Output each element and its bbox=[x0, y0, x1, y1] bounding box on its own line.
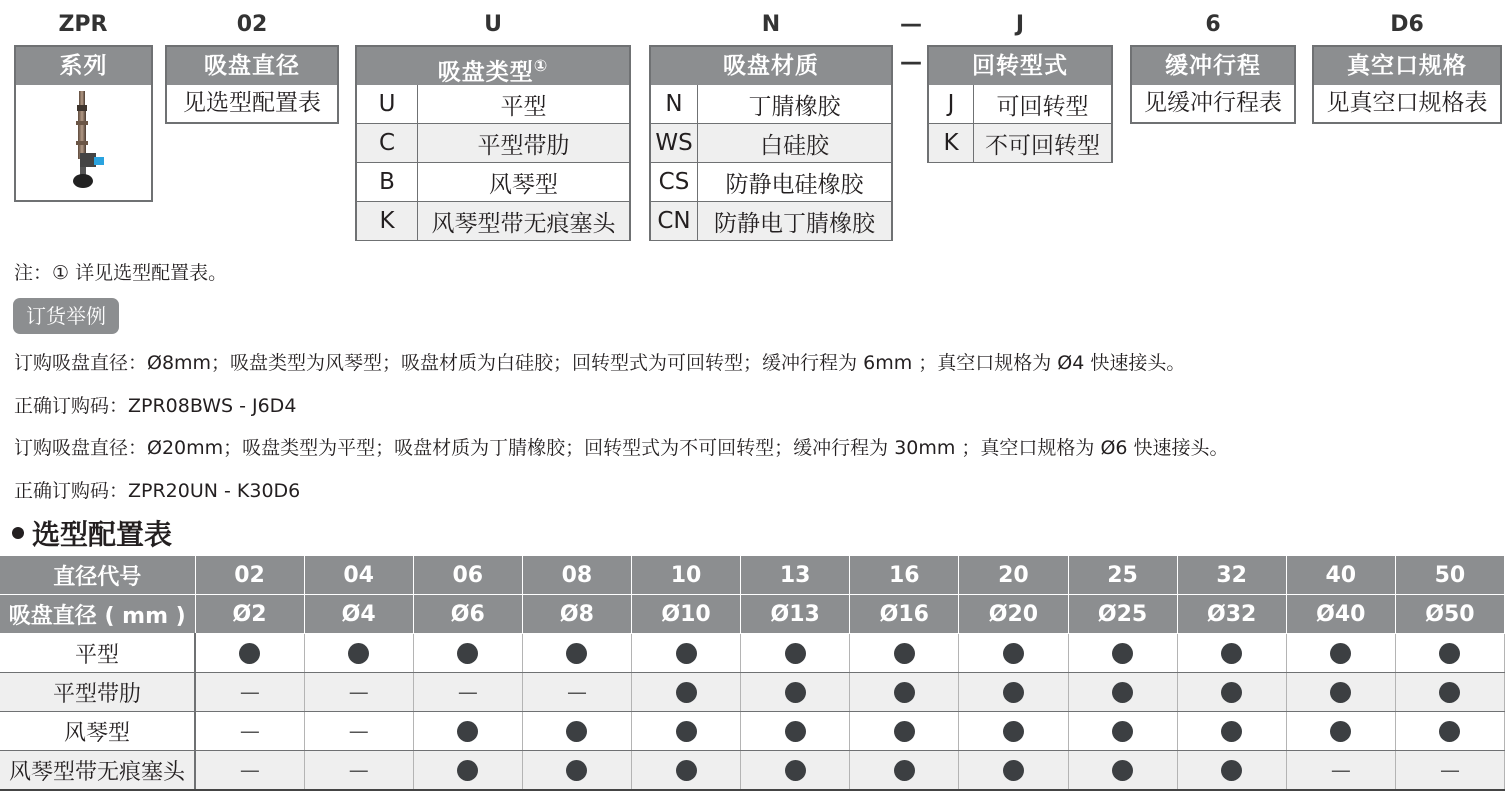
code-cell: 13 bbox=[741, 556, 850, 595]
available-dot-icon bbox=[1330, 682, 1351, 703]
available-cell bbox=[522, 634, 631, 673]
selection-title bbox=[12, 513, 172, 553]
type-option-row bbox=[357, 124, 629, 163]
code-cell: 06 bbox=[413, 556, 522, 595]
available-cell bbox=[850, 712, 959, 751]
available-dot-icon bbox=[457, 721, 478, 742]
code-diameter: 02 bbox=[236, 12, 268, 37]
diameter-cell: Ø32 bbox=[1177, 595, 1286, 634]
code-cell: 08 bbox=[522, 556, 631, 595]
available-cell bbox=[1395, 634, 1504, 673]
unavailable-dash: — bbox=[239, 679, 260, 704]
code-swivel: J bbox=[1015, 12, 1025, 37]
stroke-box bbox=[1130, 45, 1296, 124]
option-label: 可回转型 bbox=[996, 93, 1089, 120]
available-cell bbox=[304, 634, 413, 673]
unavailable-dash: — bbox=[457, 679, 478, 704]
type-options bbox=[357, 85, 629, 240]
available-dot-icon bbox=[785, 760, 806, 781]
code-cell: 04 bbox=[304, 556, 413, 595]
available-cell bbox=[741, 673, 850, 712]
available-dot-icon bbox=[1221, 643, 1242, 664]
row-label: 风琴型 bbox=[0, 712, 195, 751]
available-dot-icon bbox=[1221, 682, 1242, 703]
available-dot-icon bbox=[1330, 721, 1351, 742]
swivel-header: 回转型式 bbox=[929, 47, 1111, 85]
option-code: K bbox=[357, 202, 418, 241]
example-line: 正确订购码：ZPR20UN - K30D6 bbox=[14, 480, 301, 502]
available-cell bbox=[1286, 634, 1395, 673]
available-cell bbox=[522, 751, 631, 791]
code-cell: 10 bbox=[632, 556, 741, 595]
code-dash: — bbox=[900, 12, 922, 37]
available-cell bbox=[850, 634, 959, 673]
diameter-cell: Ø2 bbox=[195, 595, 304, 634]
header-dash: — bbox=[900, 50, 922, 75]
unavailable-dash: — bbox=[239, 718, 260, 743]
port-ref: 见真空口规格表 bbox=[1326, 90, 1488, 116]
unavailable-cell bbox=[304, 673, 413, 712]
unavailable-cell bbox=[304, 712, 413, 751]
code-cell: 16 bbox=[850, 556, 959, 595]
available-cell bbox=[632, 673, 741, 712]
available-cell bbox=[195, 634, 304, 673]
material-box bbox=[649, 45, 893, 241]
available-cell bbox=[1068, 673, 1177, 712]
option-code: K bbox=[929, 124, 974, 163]
available-dot-icon bbox=[1003, 682, 1024, 703]
available-cell bbox=[959, 634, 1068, 673]
option-label: 风琴型带无痕塞头 bbox=[418, 202, 630, 241]
available-cell bbox=[522, 712, 631, 751]
unavailable-dash: — bbox=[1439, 757, 1460, 782]
available-dot-icon bbox=[676, 682, 697, 703]
available-dot-icon bbox=[239, 643, 260, 664]
material-options bbox=[651, 85, 891, 240]
code-stroke: 6 bbox=[1205, 12, 1221, 37]
code-cell: 20 bbox=[959, 556, 1068, 595]
option-label: 丁腈橡胶 bbox=[748, 93, 841, 120]
available-cell bbox=[959, 712, 1068, 751]
unavailable-cell bbox=[195, 673, 304, 712]
selection-row bbox=[0, 751, 1505, 791]
material-option-row bbox=[651, 202, 891, 241]
available-dot-icon bbox=[1439, 682, 1460, 703]
selection-row bbox=[0, 634, 1505, 673]
option-label: 平型 bbox=[500, 93, 547, 120]
available-cell bbox=[1286, 712, 1395, 751]
stroke-header: 缓冲行程 bbox=[1132, 47, 1294, 85]
selection-row bbox=[0, 712, 1505, 751]
available-dot-icon bbox=[1112, 643, 1133, 664]
available-dot-icon bbox=[348, 643, 369, 664]
diameter-header-cell: 吸盘直径 ( mm ) bbox=[0, 595, 195, 634]
available-dot-icon bbox=[1439, 643, 1460, 664]
selection-row bbox=[0, 673, 1505, 712]
diameter-box bbox=[165, 45, 339, 124]
available-dot-icon bbox=[1112, 760, 1133, 781]
code-cell: 40 bbox=[1286, 556, 1395, 595]
available-cell bbox=[413, 712, 522, 751]
code-type: U bbox=[484, 12, 502, 37]
option-code: J bbox=[929, 85, 974, 124]
unavailable-cell bbox=[1395, 751, 1504, 791]
diameter-cell: Ø50 bbox=[1395, 595, 1504, 634]
available-dot-icon bbox=[785, 682, 806, 703]
diameter-header: 吸盘直径 bbox=[167, 47, 337, 85]
order-example-tag: 订货举例 bbox=[13, 298, 119, 334]
option-label: 风琴型 bbox=[418, 163, 630, 202]
diameter-cell: Ø16 bbox=[850, 595, 959, 634]
available-cell bbox=[959, 751, 1068, 791]
available-dot-icon bbox=[566, 760, 587, 781]
code-series: ZPR bbox=[58, 12, 108, 37]
diameter-cell: Ø6 bbox=[413, 595, 522, 634]
option-code: U bbox=[357, 85, 418, 124]
type-option-row bbox=[357, 163, 629, 202]
available-dot-icon bbox=[1003, 643, 1024, 664]
option-code: B bbox=[357, 163, 418, 202]
footnote: 注：① 详见选型配置表。 bbox=[14, 262, 228, 284]
unavailable-dash: — bbox=[239, 757, 260, 782]
available-cell bbox=[850, 673, 959, 712]
product-image-icon bbox=[16, 85, 151, 200]
series-box bbox=[14, 45, 153, 202]
available-cell bbox=[741, 751, 850, 791]
available-dot-icon bbox=[1112, 721, 1133, 742]
available-dot-icon bbox=[676, 643, 697, 664]
available-dot-icon bbox=[785, 721, 806, 742]
available-dot-icon bbox=[1221, 721, 1242, 742]
available-cell bbox=[632, 634, 741, 673]
available-dot-icon bbox=[1330, 643, 1351, 664]
row-label: 平型带肋 bbox=[0, 673, 195, 712]
available-dot-icon bbox=[457, 760, 478, 781]
example-line: 正确订购码：ZPR08BWS - J6D4 bbox=[14, 395, 297, 417]
code-cell: 02 bbox=[195, 556, 304, 595]
row-label: 平型 bbox=[0, 634, 195, 673]
available-dot-icon bbox=[676, 760, 697, 781]
available-dot-icon bbox=[1221, 760, 1242, 781]
bullet-icon bbox=[12, 527, 24, 539]
available-cell bbox=[959, 673, 1068, 712]
swivel-box bbox=[927, 45, 1113, 163]
available-dot-icon bbox=[785, 643, 806, 664]
unavailable-cell bbox=[522, 673, 631, 712]
example-line: 订购吸盘直径：Ø8mm；吸盘类型为风琴型；吸盘材质为白硅胶；回转型式为可回转型；缓冲行程为 6mm ；真空口规格为 Ø4 快速接头。 bbox=[14, 352, 1186, 374]
option-code: CS bbox=[651, 163, 698, 202]
unavailable-cell bbox=[195, 751, 304, 791]
available-cell bbox=[741, 634, 850, 673]
type-header bbox=[357, 47, 629, 85]
stroke-ref: 见缓冲行程表 bbox=[1144, 90, 1282, 116]
material-option-row bbox=[651, 163, 891, 202]
available-cell bbox=[1177, 673, 1286, 712]
available-cell bbox=[632, 712, 741, 751]
available-dot-icon bbox=[566, 643, 587, 664]
available-dot-icon bbox=[566, 721, 587, 742]
code-material: N bbox=[761, 12, 781, 37]
selection-code-row bbox=[0, 556, 1505, 595]
diameter-ref: 见选型配置表 bbox=[183, 90, 321, 116]
option-code: CN bbox=[651, 202, 698, 241]
port-header: 真空口规格 bbox=[1314, 47, 1500, 85]
available-cell bbox=[1286, 673, 1395, 712]
diameter-cell: Ø13 bbox=[741, 595, 850, 634]
unavailable-cell bbox=[1286, 751, 1395, 791]
available-dot-icon bbox=[1003, 721, 1024, 742]
code-cell: 32 bbox=[1177, 556, 1286, 595]
available-dot-icon bbox=[1439, 721, 1460, 742]
diameter-cell: Ø40 bbox=[1286, 595, 1395, 634]
available-cell bbox=[1068, 751, 1177, 791]
available-dot-icon bbox=[894, 721, 915, 742]
available-cell bbox=[413, 751, 522, 791]
material-option-row bbox=[651, 124, 891, 163]
available-cell bbox=[1395, 712, 1504, 751]
available-cell bbox=[741, 712, 850, 751]
available-cell bbox=[632, 751, 741, 791]
diameter-cell: Ø4 bbox=[304, 595, 413, 634]
port-box bbox=[1312, 45, 1502, 124]
option-code: C bbox=[357, 124, 418, 163]
selection-diameter-row bbox=[0, 595, 1505, 634]
diameter-cell: Ø25 bbox=[1068, 595, 1177, 634]
available-dot-icon bbox=[457, 643, 478, 664]
swivel-options bbox=[929, 85, 1111, 162]
option-label: 防静电丁腈橡胶 bbox=[698, 202, 892, 241]
available-cell bbox=[1395, 673, 1504, 712]
swivel-option-row bbox=[929, 85, 1111, 124]
swivel-option-row bbox=[929, 124, 1111, 163]
available-dot-icon bbox=[894, 760, 915, 781]
type-option-row bbox=[357, 202, 629, 241]
available-cell bbox=[1177, 751, 1286, 791]
type-box bbox=[355, 45, 631, 241]
unavailable-dash: — bbox=[566, 679, 587, 704]
option-code: N bbox=[651, 85, 698, 124]
available-dot-icon bbox=[1112, 682, 1133, 703]
row-label: 风琴型带无痕塞头 bbox=[0, 751, 195, 791]
material-header: 吸盘材质 bbox=[651, 47, 891, 85]
code-port: D6 bbox=[1390, 12, 1424, 37]
option-label: 平型带肋 bbox=[418, 124, 630, 163]
available-cell bbox=[850, 751, 959, 791]
unavailable-dash: — bbox=[1330, 757, 1351, 782]
diameter-cell: Ø10 bbox=[632, 595, 741, 634]
unavailable-dash: — bbox=[348, 718, 369, 743]
unavailable-dash: — bbox=[348, 757, 369, 782]
type-header-label: 吸盘类型 bbox=[437, 59, 534, 86]
available-cell bbox=[1177, 712, 1286, 751]
available-dot-icon bbox=[894, 643, 915, 664]
available-cell bbox=[413, 634, 522, 673]
available-cell bbox=[1177, 634, 1286, 673]
option-code: WS bbox=[651, 124, 698, 163]
option-label: 不可回转型 bbox=[974, 124, 1112, 163]
type-header-mark: ① bbox=[533, 56, 549, 75]
option-label: 防静电硅橡胶 bbox=[698, 163, 892, 202]
diameter-cell: Ø20 bbox=[959, 595, 1068, 634]
available-cell bbox=[1068, 634, 1177, 673]
series-header: 系列 bbox=[16, 47, 151, 85]
available-cell bbox=[1068, 712, 1177, 751]
unavailable-dash: — bbox=[348, 679, 369, 704]
option-label: 白硅胶 bbox=[698, 124, 892, 163]
code-header: 直径代号 bbox=[0, 556, 195, 595]
selection-title-text: 选型配置表 bbox=[32, 518, 173, 551]
selection-table bbox=[0, 556, 1505, 791]
example-line: 订购吸盘直径：Ø20mm；吸盘类型为平型；吸盘材质为丁腈橡胶；回转型式为不可回转型；缓冲行程为 30mm ；真空口规格为 Ø6 快速接头。 bbox=[14, 437, 1229, 459]
material-option-row bbox=[651, 85, 891, 124]
type-option-row bbox=[357, 85, 629, 124]
available-dot-icon bbox=[1003, 760, 1024, 781]
unavailable-cell bbox=[413, 673, 522, 712]
unavailable-cell bbox=[304, 751, 413, 791]
diameter-cell: Ø8 bbox=[522, 595, 631, 634]
available-dot-icon bbox=[676, 721, 697, 742]
code-cell: 25 bbox=[1068, 556, 1177, 595]
unavailable-cell bbox=[195, 712, 304, 751]
code-cell: 50 bbox=[1395, 556, 1504, 595]
available-dot-icon bbox=[894, 682, 915, 703]
